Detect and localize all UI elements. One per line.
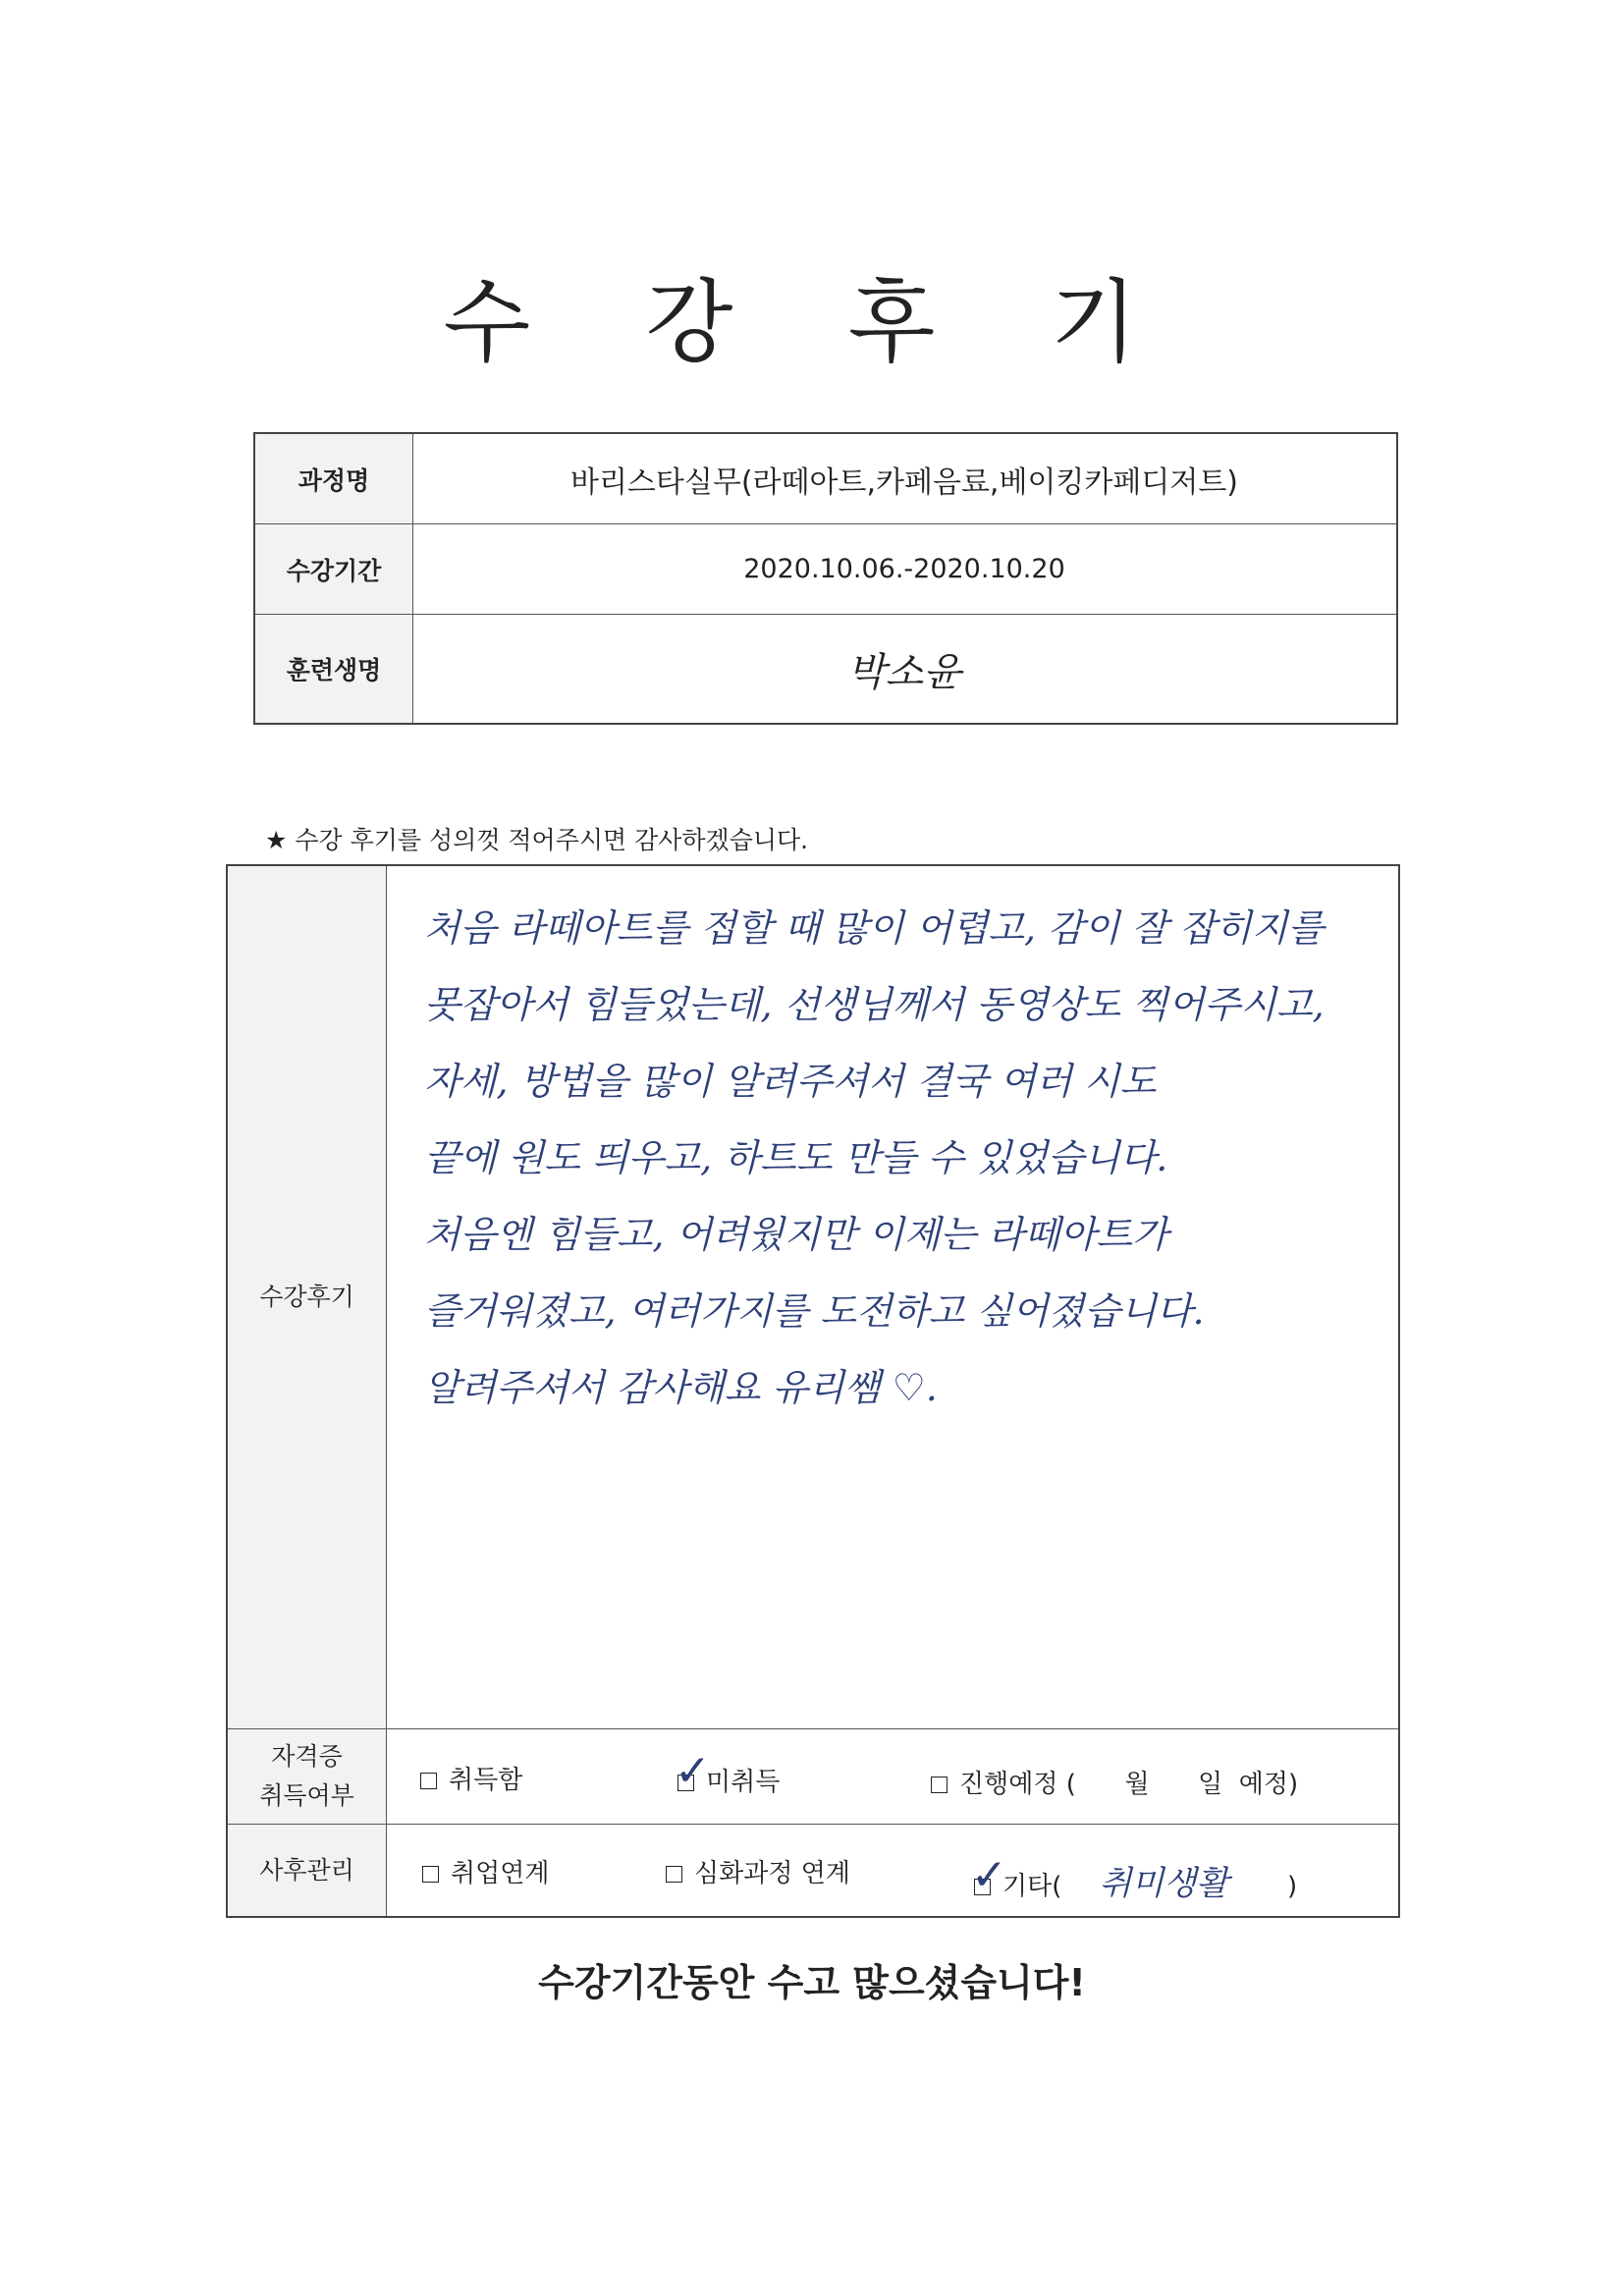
- period-label: 수강기간: [255, 524, 413, 614]
- review-line: 즐거워졌고, 여러가지를 도전하고 싶어졌습니다.: [424, 1289, 1205, 1333]
- review-line: 처음엔 힘들고, 어려웠지만 이제는 라떼아트가: [424, 1213, 1168, 1256]
- review-table: [226, 864, 1400, 1918]
- review-line: 처음 라떼아트를 접할 때 많이 어렵고, 감이 잘 잡히지를: [424, 906, 1325, 950]
- aftercare-option-advanced-course[interactable]: 심화과정 연계: [666, 1853, 850, 1889]
- certificate-label: 자격증 취득여부: [228, 1729, 387, 1824]
- aftercare-other-text: 취미생활: [1099, 1864, 1229, 1903]
- review-label: 수강후기: [228, 866, 387, 1728]
- certificate-option-not-acquired[interactable]: ✓ 미취득: [675, 1746, 781, 1797]
- checkbox-icon[interactable]: [675, 1746, 711, 1796]
- trainee-signature: 박소윤: [847, 649, 961, 695]
- checkmark-icon: ✓: [675, 1746, 711, 1796]
- aftercare-option-other[interactable]: ✓ 기타( 취미생활 ): [971, 1850, 1298, 1903]
- period-value: 2020.10.06.-2020.10.20: [743, 554, 1065, 584]
- closing-message: 수강기간동안 수고 많으셨습니다!: [538, 1961, 1086, 2004]
- checkbox-icon[interactable]: [971, 1850, 1007, 1900]
- trainee-label: 훈련생명: [255, 615, 413, 723]
- review-line: 끝에 원도 띄우고, 하트도 만들 수 있었습니다.: [424, 1136, 1168, 1179]
- review-line: 못잡아서 힘들었는데, 선생님께서 동영상도 찍어주시고,: [424, 983, 1325, 1026]
- checkbox-icon[interactable]: [666, 1866, 682, 1883]
- document-title: 수 강 후 기: [443, 270, 1181, 375]
- divider: [228, 1728, 1398, 1729]
- course-label: 과정명: [255, 434, 413, 523]
- aftercare-label: 사후관리: [228, 1825, 387, 1916]
- course-value: 바리스타실무(라떼아트,카페음료,베이킹카페디저트): [569, 465, 1239, 500]
- period-row: [255, 524, 1396, 615]
- checkbox-icon[interactable]: [420, 1773, 437, 1789]
- review-line: 자세, 방법을 많이 알려주셔서 결국 여러 시도: [424, 1060, 1157, 1103]
- checkbox-icon[interactable]: [422, 1866, 439, 1883]
- checkmark-icon: ✓: [971, 1850, 1007, 1900]
- review-line: 알려주셔서 감사해요 유리쌤 ♡.: [424, 1366, 938, 1409]
- instruction-note: ★ 수강 후기를 성의껏 적어주시면 감사하겠습니다.: [265, 826, 809, 854]
- certificate-option-acquired[interactable]: 취득함: [420, 1760, 522, 1796]
- certificate-option-planned[interactable]: 진행예정 ( 월 일 예정): [931, 1764, 1298, 1800]
- checkbox-icon[interactable]: [931, 1777, 947, 1793]
- divider: [228, 1824, 1398, 1825]
- review-text: [424, 890, 1379, 1426]
- aftercare-option-employment[interactable]: 취업연계: [422, 1853, 549, 1889]
- course-row: [255, 434, 1396, 524]
- course-info-table: [253, 432, 1398, 725]
- trainee-row: [255, 615, 1396, 723]
